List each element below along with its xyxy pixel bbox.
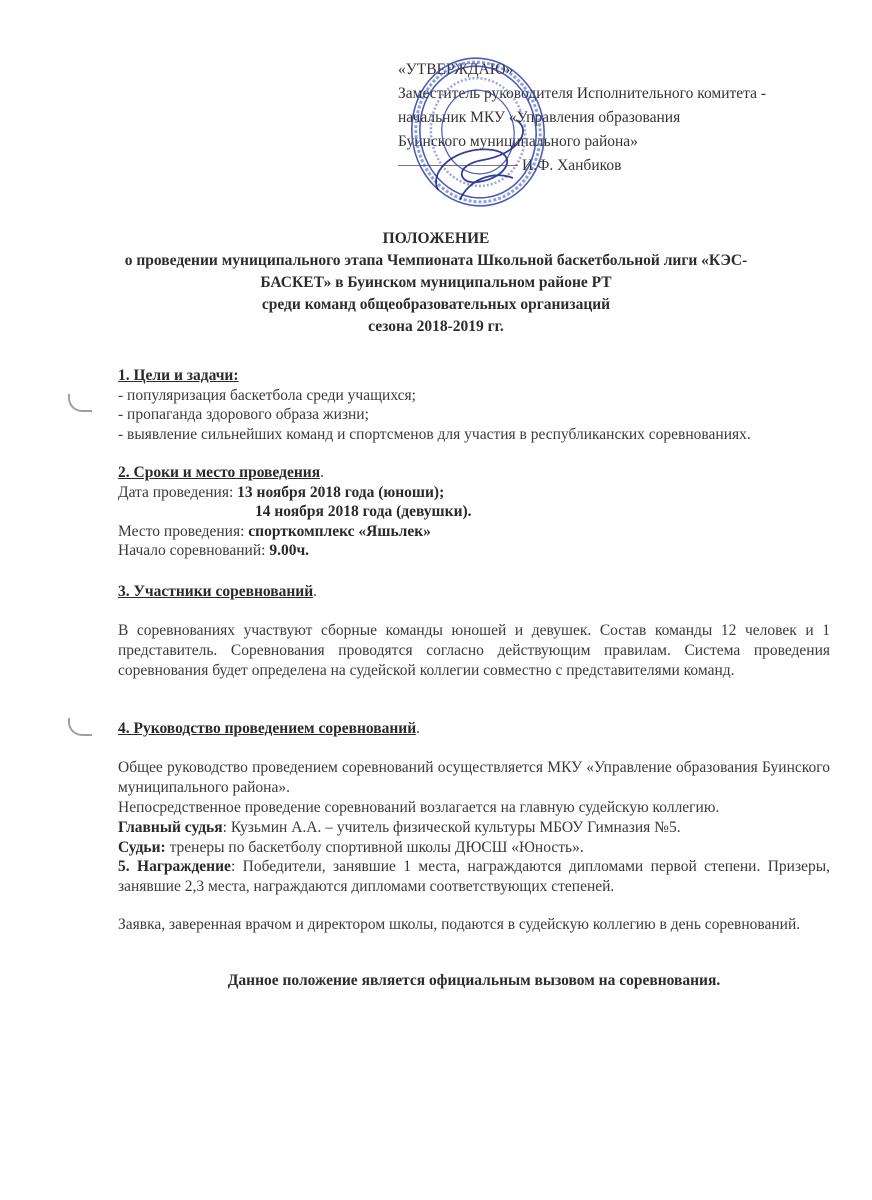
approval-position-line3: Буинского муниципального района» bbox=[398, 133, 638, 150]
approval-position-line2: начальник МКУ «Управления образования bbox=[398, 109, 681, 126]
punch-hole-mark bbox=[68, 394, 92, 412]
title-line5: сезона 2018-2019 гг. bbox=[368, 318, 504, 335]
chief-judge-value: : Кузьмин А.А. – учитель физической культуры МБОУ Гимназия №5. bbox=[222, 819, 681, 836]
start-value: 9.00ч. bbox=[269, 542, 310, 559]
section-dates-heading: 2. Сроки и место проведения bbox=[118, 464, 321, 481]
section-management: 4. Руководство проведением соревнований. bbox=[118, 720, 421, 737]
application-note: Заявка, заверенная врачом и директором школы, подаются в судейскую коллегию в день соревнований. bbox=[118, 916, 801, 933]
goal-item: - выявление сильнейших команд и спортсменов для участия в республиканских соревнованиях. bbox=[118, 425, 751, 443]
start-label: Начало соревнований: bbox=[118, 542, 270, 559]
chief-judge-line bbox=[118, 818, 830, 838]
section-participants: 3. Участники соревнований. bbox=[118, 583, 318, 600]
goal-item: - популяризация баскетбола среди учащихся; bbox=[118, 386, 416, 404]
judges-line bbox=[118, 838, 830, 858]
section-participants-heading: 3. Участники соревнований bbox=[118, 583, 314, 600]
approval-position-line1: Заместитель руководителя Исполнительного комитета - bbox=[398, 85, 767, 102]
date-label: Дата проведения: bbox=[118, 483, 238, 501]
title-line3: БАСКЕТ» в Буинском муниципальном районе РТ bbox=[260, 274, 612, 291]
section-awards bbox=[118, 857, 830, 897]
section-goals bbox=[118, 366, 830, 444]
chief-judge-label: Главный судья bbox=[118, 819, 223, 836]
judges-value: тренеры по баскетболу спортивной школы ДЮСШ «Юность». bbox=[165, 839, 584, 856]
punch-hole-mark bbox=[68, 718, 92, 736]
closing-statement: Данное положение является официальным вызовом на соревнования. bbox=[227, 972, 721, 989]
place-value: спорткомплекс «Яшьлек» bbox=[248, 522, 431, 540]
place-label: Место проведения: bbox=[118, 522, 249, 540]
section-goals-heading: 1. Цели и задачи: bbox=[118, 367, 239, 384]
approval-heading: «УТВЕРЖДАЮ» bbox=[398, 61, 514, 78]
judges-label: Судьи: bbox=[118, 839, 166, 856]
official-stamp bbox=[398, 50, 548, 220]
awards-text: : Победители, занявшие 1 места, награждаются дипломами первой степени. Призеры, занявшие 2,3 места, награждаются дипломами соответствующих степеней. bbox=[118, 858, 831, 895]
date-boys: 13 ноября 2018 года (юноши); bbox=[237, 483, 445, 501]
approval-signer: И.Ф. Ханбиков bbox=[522, 157, 622, 174]
title-line2: о проведении муниципального этапа Чемпионата Школьной баскетбольной лиги «КЭС- bbox=[124, 252, 748, 269]
date-girls: 14 ноября 2018 года (девушки). bbox=[255, 503, 472, 520]
awards-label: 5. Награждение bbox=[118, 858, 231, 875]
title-line4: среди команд общеобразовательных организаций bbox=[261, 296, 611, 313]
title-line1: ПОЛОЖЕНИЕ bbox=[382, 230, 490, 247]
management-text-1: Общее руководство проведением соревнований осуществляется МКУ «Управление образования Буинского муниципального района». bbox=[118, 759, 830, 796]
participants-text: В соревнованиях участвуют сборные команды юношей и девушек. Состав команды 12 человек и 1 представитель. Соревнования проводятся согласно действующим правилам. Система проведения соревнования будет определена на судейской коллегии совместно с представителями команд. bbox=[118, 622, 830, 679]
management-text-2: Непосредственное проведение соревнований возлагается на главную судейскую коллегию. bbox=[118, 799, 720, 816]
document-title bbox=[40, 228, 832, 338]
section-dates-place: 2. Сроки и место проведения. Дата проведения: 13 ноября 2018 года (юноши); 14 ноября 2018 года (девушки). Место проведения: спорткомплекс «Яшьлек» Начало соревнований: 9.00ч. bbox=[118, 464, 472, 559]
section-management-heading: 4. Руководство проведением соревнований bbox=[118, 720, 417, 737]
goal-item: - пропаганда здорового образа жизни; bbox=[118, 406, 369, 423]
